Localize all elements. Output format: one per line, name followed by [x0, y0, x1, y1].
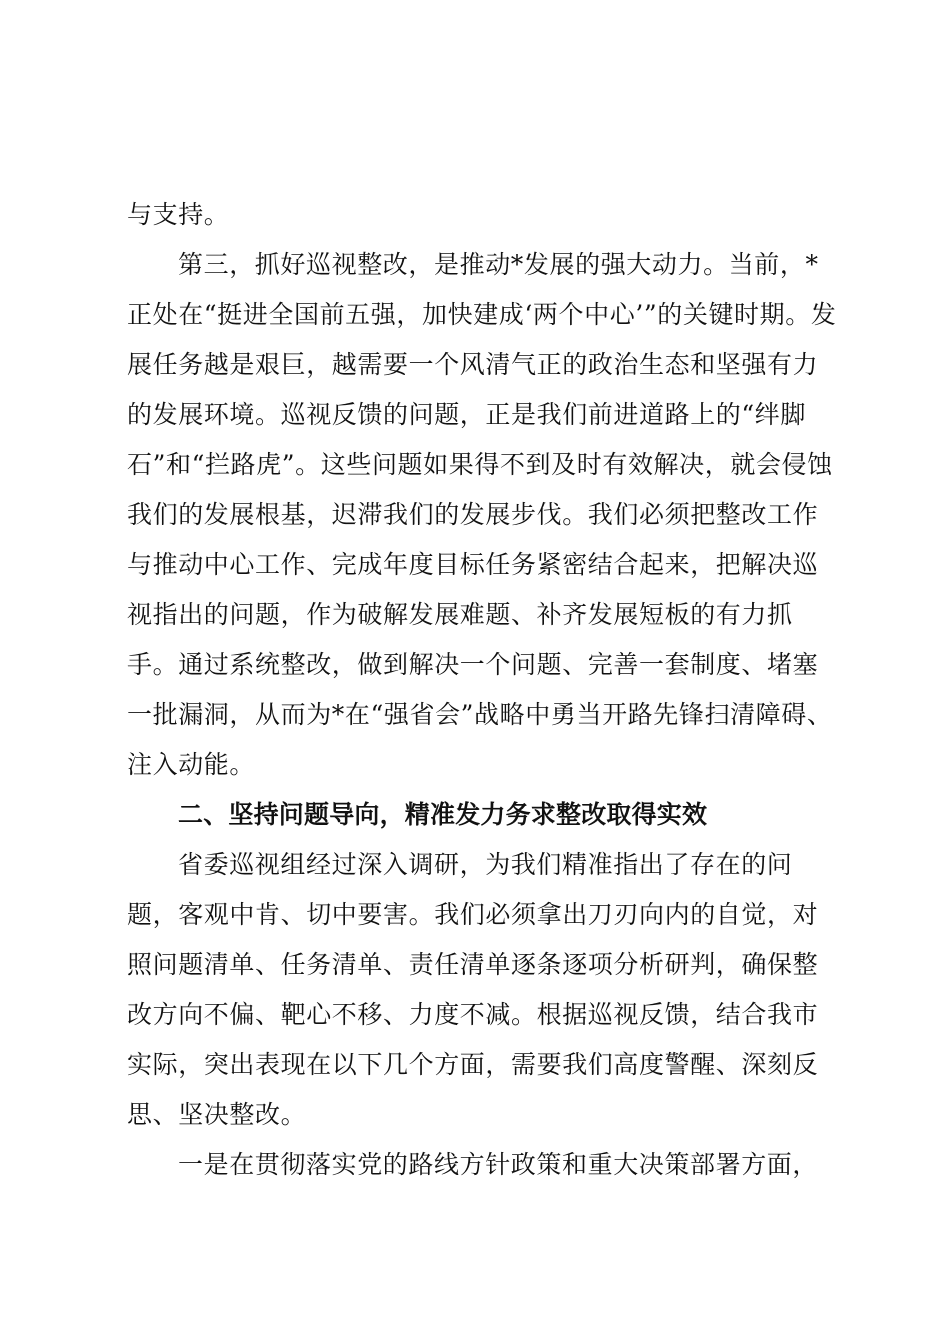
text-line: 实际，突出表现在以下几个方面，需要我们高度警醒、深刻反 [127, 1050, 819, 1079]
text-line: 展任务越是艰巨，越需要一个风清气正的政治生态和坚强有力 [127, 350, 819, 379]
text-line: 石”和“拦路虎”。这些问题如果得不到及时有效解决，就会侵蚀 [127, 450, 833, 479]
text-line: 我们的发展根基，迟滞我们的发展步伐。我们必须把整改工作 [127, 500, 819, 529]
text-line: 题，客观中肯、切中要害。我们必须拿出刀刃向内的自觉，对 [127, 900, 819, 929]
text-line: 与支持。 [127, 200, 230, 229]
text-line: 注入动能。 [127, 750, 256, 779]
paragraph-start-line: 第三，抓好巡视整改，是推动*发展的强大动力。当前，* [178, 250, 819, 279]
text-line: 一批漏洞，从而为*在“强省会”战略中勇当开路先锋扫清障碍、 [127, 700, 833, 729]
text-line: 与推动中心工作、完成年度目标任务紧密结合起来，把解决巡 [127, 550, 819, 579]
paragraph-start-line: 一是在贯彻落实党的路线方针政策和重大决策部署方面， [178, 1150, 819, 1179]
text-line: 正处在“挺进全国前五强，加快建成‘两个中心’”的关键时期。发 [127, 300, 837, 329]
text-line: 改方向不偏、靶心不移、力度不减。根据巡视反馈，结合我市 [127, 1000, 819, 1029]
section-heading: 二、坚持问题导向，精准发力务求整改取得实效 [178, 800, 708, 829]
text-line: 照问题清单、任务清单、责任清单逐条逐项分析研判，确保整 [127, 950, 819, 979]
text-line: 视指出的问题，作为破解发展难题、补齐发展短板的有力抓 [127, 600, 793, 629]
text-line: 思、坚决整改。 [127, 1100, 307, 1129]
text-line: 的发展环境。巡视反馈的问题，正是我们前进道路上的“绊脚 [127, 400, 806, 429]
paragraph-start-line: 省委巡视组经过深入调研，为我们精准指出了存在的问 [178, 850, 793, 879]
text-line: 手。通过系统整改，做到解决一个问题、完善一套制度、堵塞 [127, 650, 819, 679]
